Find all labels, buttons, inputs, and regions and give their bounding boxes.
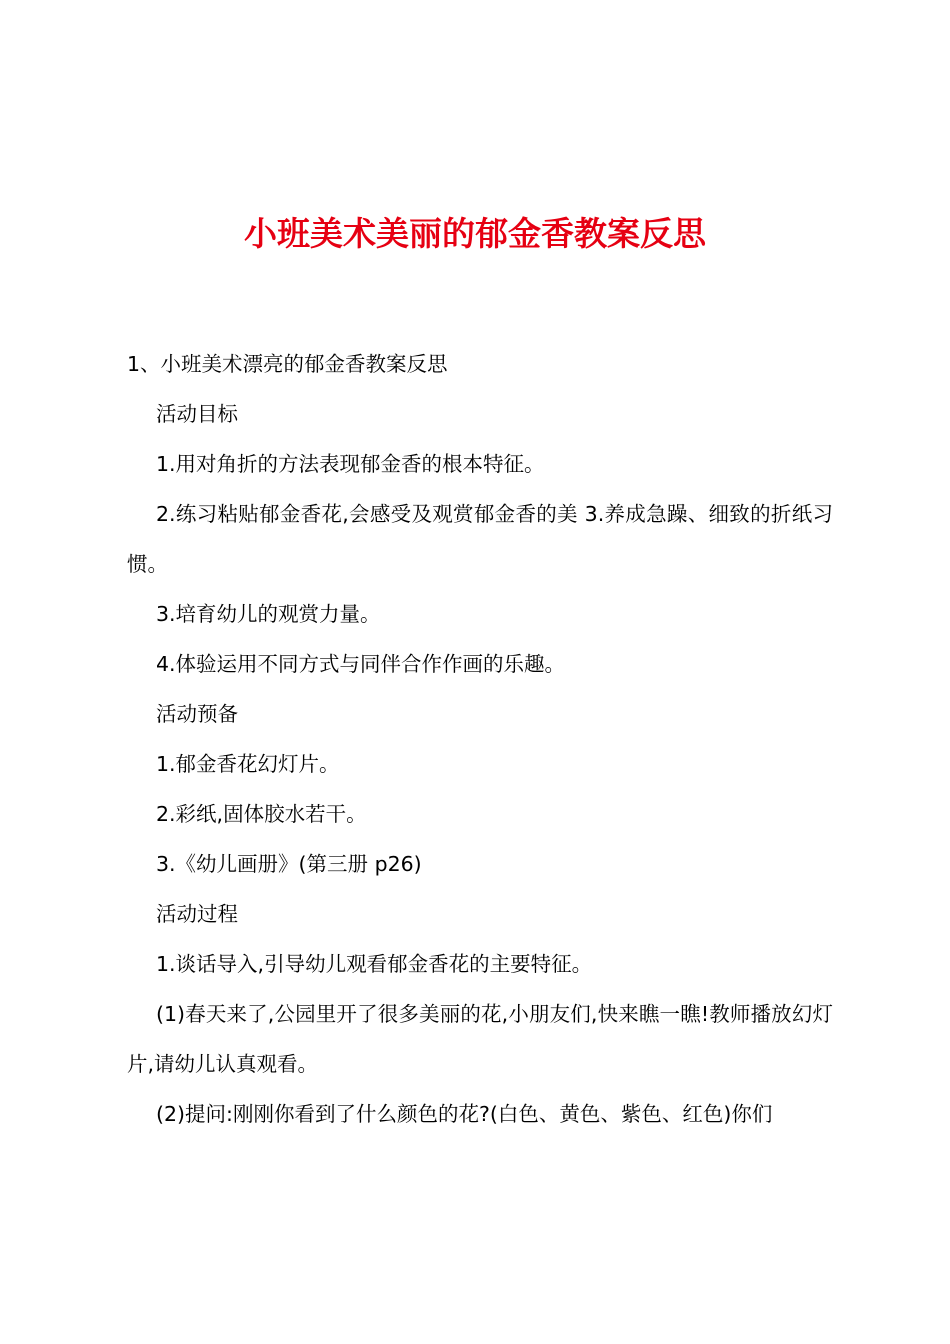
paragraph-section-process: 活动过程	[156, 902, 238, 926]
paragraph-preparation-3: 3.《幼儿画册》(第三册 p26)	[156, 852, 422, 876]
paragraph-objective-1: 1.用对角折的方法表现郁金香的根本特征。	[156, 452, 545, 476]
paragraph-process-1-b: (2)提问:刚刚你看到了什么颜色的花?(白色、黄色、紫色、红色)你们	[156, 1102, 773, 1126]
paragraph-preparation-2: 2.彩纸,固体胶水若干。	[156, 802, 367, 826]
paragraph-process-1-a: (1)春天来了,公园里开了很多美丽的花,小朋友们,快来瞧一瞧!教师播放幻灯片,请幼儿认真观看。	[127, 1002, 833, 1076]
paragraph-section-objectives: 活动目标	[156, 402, 238, 426]
paragraph-preparation-1: 1.郁金香花幻灯片。	[156, 752, 340, 776]
paragraph-heading: 1、小班美术漂亮的郁金香教案反思	[127, 352, 448, 376]
paragraph-objective-2: 2.练习粘贴郁金香花,会感受及观赏郁金香的美 3.养成急躁、细致的折纸习惯。	[127, 502, 833, 576]
paragraph-process-1: 1.谈话导入,引导幼儿观看郁金香花的主要特征。	[156, 952, 593, 976]
document-body	[127, 339, 833, 1139]
paragraph-section-preparation: 活动预备	[156, 702, 238, 726]
paragraph-objective-3: 3.培育幼儿的观赏力量。	[156, 602, 381, 626]
paragraph-objective-4: 4.体验运用不同方式与同伴合作作画的乐趣。	[156, 652, 566, 676]
document-title: 小班美术美丽的郁金香教案反思	[244, 214, 706, 253]
